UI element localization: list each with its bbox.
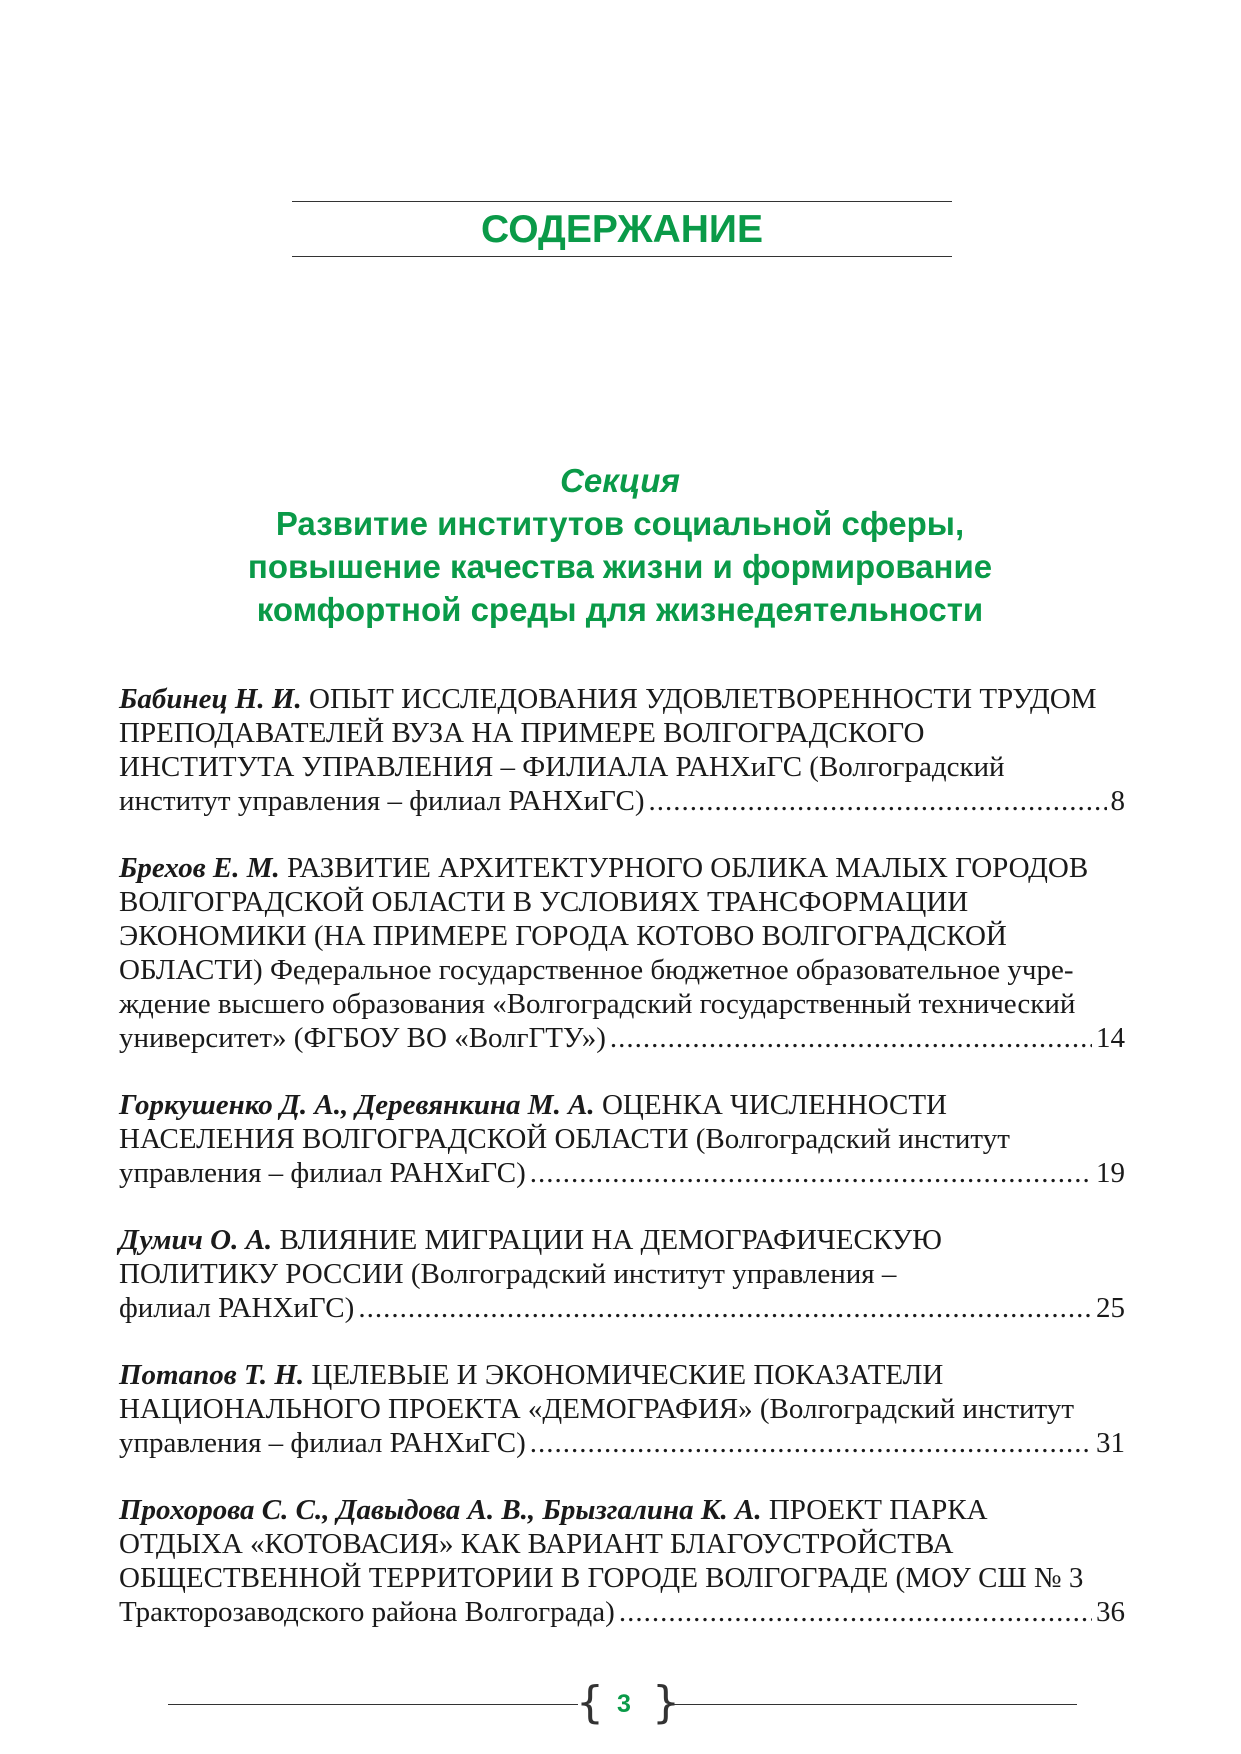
toc-entry-first-line xyxy=(119,1493,1125,1527)
toc-entry-line: ОБЛАСТИ) Федеральное государственное бюджетное образовательное учре- xyxy=(119,954,1074,986)
toc-entry-first-line xyxy=(119,1358,1125,1392)
toc-entry-author: Брехов Е. М. xyxy=(119,852,280,884)
dot-leader xyxy=(358,1291,1092,1325)
toc-entry-author: Бабинец Н. И. xyxy=(119,683,302,715)
toc-entry-title: ПРОЕКТ ПАРКА xyxy=(761,1494,988,1526)
toc-entry-page-number: 8 xyxy=(1110,785,1125,817)
page-title: СОДЕРЖАНИЕ xyxy=(481,208,763,251)
dot-leader xyxy=(619,1595,1092,1629)
section-title-line: повышение качества жизни и формирование xyxy=(247,548,993,585)
toc-entry-last-line xyxy=(119,1595,1125,1629)
section-heading xyxy=(120,459,1120,631)
toc-entry-line: ПРЕПОДАВАТЕЛЕЙ ВУЗА НА ПРИМЕРЕ ВОЛГОГРАДСКОГО xyxy=(119,717,925,749)
toc-entry-line: ОТДЫХА «КОТОВАСИЯ» КАК ВАРИАНТ БЛАГОУСТРОЙСТВА xyxy=(119,1528,954,1560)
toc-entry-line: ЭКОНОМИКИ (НА ПРИМЕРЕ ГОРОДА КОТОВО ВОЛГОГРАДСКОЙ xyxy=(119,920,1007,952)
toc-entry-line: ОБЩЕСТВЕННОЙ ТЕРРИТОРИИ В ГОРОДЕ ВОЛГОГРАДЕ (МОУ СШ № 3 xyxy=(119,1562,1084,1594)
toc-entry-first-line xyxy=(119,1223,1125,1257)
toc-entry-title: РАЗВИТИЕ АРХИТЕКТУРНОГО ОБЛИКА МАЛЫХ ГОРОДОВ xyxy=(279,852,1089,884)
toc-entry-last-line xyxy=(119,1156,1125,1190)
toc-entry-title: ОЦЕНКА ЧИСЛЕННОСТИ xyxy=(594,1089,947,1121)
section-title-line: Развитие институтов социальной сферы, xyxy=(275,505,965,542)
toc-entry-page-number: 19 xyxy=(1096,1157,1125,1189)
dot-leader xyxy=(649,784,1107,818)
section-label: Секция xyxy=(560,462,680,499)
toc-entry-line: управления – филиал РАНХиГС) xyxy=(119,1427,526,1459)
dot-leader xyxy=(610,1021,1092,1055)
toc-entry-line: управления – филиал РАНХиГС) xyxy=(119,1157,526,1189)
toc-entry-author: Думич О. А. xyxy=(119,1224,273,1256)
toc-entry-line: университет» (ФГБОУ ВО «ВолгГТУ») xyxy=(119,1022,606,1054)
toc-entry[interactable] xyxy=(119,851,1125,1055)
toc-entry-last-line xyxy=(119,784,1125,818)
toc-entry-first-line xyxy=(119,682,1125,716)
toc-entry-line: институт управления – филиал РАНХиГС) xyxy=(119,785,645,817)
toc-entry[interactable] xyxy=(119,682,1125,818)
toc-entry-title: ЦЕЛЕВЫЕ И ЭКОНОМИЧЕСКИЕ ПОКАЗАТЕЛИ xyxy=(304,1359,944,1391)
toc-entry[interactable] xyxy=(119,1223,1125,1325)
toc-entry-last-line xyxy=(119,1021,1125,1055)
toc-entry-line: ВОЛГОГРАДСКОЙ ОБЛАСТИ В УСЛОВИЯХ ТРАНСФОРМАЦИИ xyxy=(119,886,969,918)
toc-entry-line: ПОЛИТИКУ РОССИИ (Волгоградский институт управления – xyxy=(119,1258,897,1290)
toc-entry-last-line xyxy=(119,1426,1125,1460)
toc-entry-line: ждение высшего образования «Волгоградский государственный технический xyxy=(119,988,1076,1020)
page-number: 3 xyxy=(617,1690,631,1718)
toc-entry-line: НАСЕЛЕНИЯ ВОЛГОГРАДСКОЙ ОБЛАСТИ (Волгоградский институт xyxy=(119,1123,1010,1155)
toc-entry-line: НАЦИОНАЛЬНОГО ПРОЕКТА «ДЕМОГРАФИЯ» (Волгоградский институт xyxy=(119,1393,1075,1425)
page-bracket-open: { xyxy=(576,1677,604,1728)
toc-entry-author: Прохорова С. С., Давыдова А. В., Брызгалина К. А. xyxy=(119,1494,762,1526)
dot-leader xyxy=(530,1426,1092,1460)
toc-entry-page-number: 14 xyxy=(1096,1022,1125,1054)
page-bracket-close: } xyxy=(652,1677,680,1728)
section-title-line: комфортной среды для жизнедеятельности xyxy=(256,591,984,628)
toc-entry-title: ВЛИЯНИЕ МИГРАЦИИ НА ДЕМОГРАФИЧЕСКУЮ xyxy=(272,1224,942,1256)
toc-entry[interactable] xyxy=(119,1493,1125,1629)
toc-entry-page-number: 31 xyxy=(1096,1427,1125,1459)
footer-rule-right xyxy=(672,1704,1077,1705)
contents-title-block xyxy=(292,201,952,257)
toc-entry-line: ИНСТИТУТА УПРАВЛЕНИЯ – ФИЛИАЛА РАНХиГС (Волгоградский xyxy=(119,751,1005,783)
toc-entry[interactable] xyxy=(119,1358,1125,1460)
toc-entry-first-line xyxy=(119,1088,1125,1122)
footer-rule-left xyxy=(168,1704,578,1705)
toc-entry-page-number: 36 xyxy=(1096,1596,1125,1628)
toc-entry-title: ОПЫТ ИССЛЕДОВАНИЯ УДОВЛЕТВОРЕННОСТИ ТРУДОМ xyxy=(301,683,1097,715)
toc-entry[interactable] xyxy=(119,1088,1125,1190)
toc-entry-line: филиал РАНХиГС) xyxy=(119,1292,355,1324)
toc-entry-first-line xyxy=(119,851,1125,885)
toc-entry-line: Тракторозаводского района Волгограда) xyxy=(119,1596,615,1628)
dot-leader xyxy=(530,1156,1092,1190)
toc-entry-last-line xyxy=(119,1291,1125,1325)
toc-entry-page-number: 25 xyxy=(1096,1292,1125,1324)
table-of-contents xyxy=(119,682,1125,1662)
toc-entry-author: Потапов Т. Н. xyxy=(119,1359,305,1391)
toc-entry-author: Горкушенко Д. А., Деревянкина М. А. xyxy=(119,1089,595,1121)
